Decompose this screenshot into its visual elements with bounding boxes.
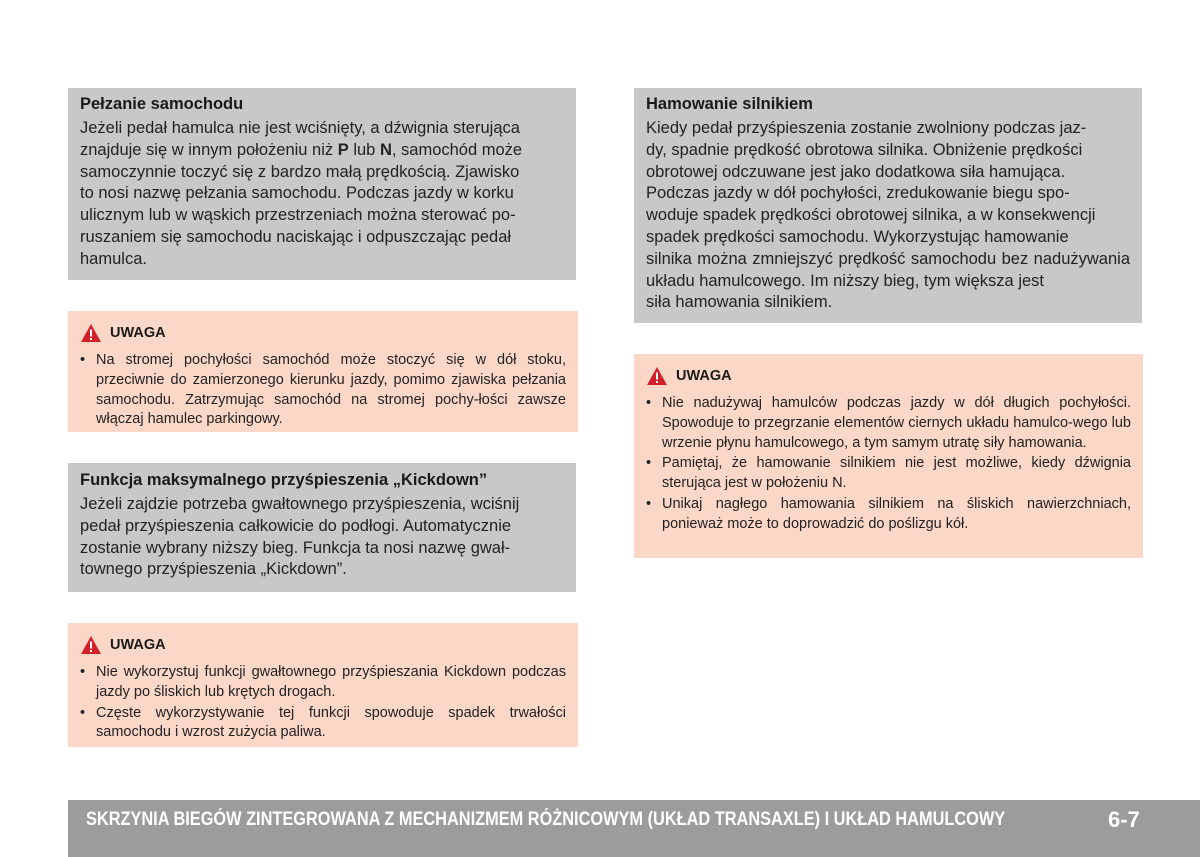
- section-title: Funkcja maksymalnego przyśpieszenia „Kickdown”: [80, 471, 488, 489]
- section-title: Pełzanie samochodu: [80, 95, 244, 113]
- warning-item: • Nie wykorzystuj funkcji gwałtownego przyśpieszania Kickdown podczas jazdy po śliskich lub krętych drogach.: [80, 663, 566, 703]
- text-line: spadek prędkości samochodu. Wykorzystując hamowanie: [646, 227, 1069, 246]
- text-line: obrotowej odczuwane jest jako dodatkowa siła hamująca.: [646, 162, 1066, 181]
- text-line: pedał przyśpieszenia całkowicie do podłogi. Automatycznie: [80, 516, 512, 535]
- text-line: siła hamowania silnikiem.: [646, 293, 833, 312]
- warning-item: • Na stromej pochyłości samochód może stoczyć się w dół stoku, przeciwnie do zamierzonego kierunku jazdy, pomimo zjawiska pełzania samochodu. Zatrzymując samochód na stromej pochy-łości zawsze włączaj hamulec parkingowy.: [80, 351, 566, 430]
- text-line: woduje spadek prędkości obrotowej silnika, a w konsekwencji: [646, 206, 1096, 225]
- text-line: Jeżeli zajdzie potrzeba gwałtownego przyśpieszenia, wciśnij: [80, 495, 520, 513]
- warning-item: • Unikaj nagłego hamowania silnikiem na śliskich nawierzchniach, ponieważ może to doprowadzić do poślizgu kół.: [646, 495, 1131, 535]
- text-line: ruszaniem się samochodu naciskając i odpuszczając pedał: [80, 227, 512, 246]
- text-line: Jeżeli pedał hamulca nie jest wciśnięty, a dźwignia sterująca: [80, 119, 520, 137]
- warning-header: [646, 362, 1131, 390]
- chapter-title: SKRZYNIA BIEGÓW ZINTEGROWANA Z MECHANIZMEM RÓŻNICOWYM (UKŁAD TRANSAXLE) I UKŁAD HAMULCOWY: [86, 809, 1006, 830]
- warning-list: [80, 663, 566, 743]
- text-line: silnika można zmniejszyć prędkość samochodu bez nadużywania układu hamulcowego. Im niższy bieg, tym większa jest: [646, 249, 1130, 290]
- text-line: samoczynnie toczyć się z bardzo małą prędkością. Zjawisko: [80, 162, 520, 181]
- warning-item: • Częste wykorzystywanie tej funkcji spowoduje spadek trwałości samochodu i wzrost zużycia paliwa.: [80, 704, 566, 744]
- text-line: hamulca.: [80, 249, 147, 268]
- section-body: [80, 118, 564, 271]
- text-line: ulicznym lub w wąskich przestrzeniach można sterować po-: [80, 206, 516, 225]
- warning-header: [80, 319, 566, 347]
- warning-box-creeping: [68, 311, 578, 432]
- section-body: [646, 118, 1130, 314]
- section-engine-braking: [634, 88, 1142, 323]
- warning-triangle-icon: [80, 323, 102, 343]
- page-footer: [68, 800, 1200, 857]
- section-kickdown: [68, 463, 576, 592]
- page-number: 6-7: [1108, 807, 1140, 832]
- warning-list: [646, 394, 1131, 535]
- warning-triangle-icon: [646, 366, 668, 386]
- text-line: Podczas jazdy w dół pochyłości, zredukowanie biegu spo-: [646, 184, 1070, 203]
- warning-box-kickdown: [68, 623, 578, 747]
- text-line: Kiedy pedał przyśpieszenia zostanie zwolniony podczas jaz-: [646, 119, 1087, 137]
- section-body: [80, 494, 564, 581]
- warning-title: UWAGA: [110, 325, 166, 341]
- text-line: townego przyśpieszenia „Kickdown”.: [80, 560, 347, 579]
- text-line: to nosi nazwę pełzania samochodu. Podczas jazdy w korku: [80, 184, 514, 203]
- warning-box-engine-braking: [634, 354, 1143, 558]
- warning-title: UWAGA: [676, 368, 732, 384]
- warning-title: UWAGA: [110, 637, 166, 653]
- warning-item: • Pamiętaj, że hamowanie silnikiem nie jest możliwe, kiedy dźwignia sterująca jest w położeniu N.: [646, 454, 1131, 494]
- text-line: znajduje się w innym położeniu niż P lub N, samochód może: [80, 140, 523, 159]
- warning-triangle-icon: [80, 635, 102, 655]
- section-creeping: [68, 88, 576, 280]
- warning-list: [80, 351, 566, 430]
- warning-item: • Nie nadużywaj hamulców podczas jazdy w dół długich pochyłości. Spowoduje to przegrzanie elementów ciernych układu hamulco-wego lub wrzenie płynu hamulcowego, a tym samym utratę siły hamowania.: [646, 394, 1131, 453]
- section-title: Hamowanie silnikiem: [646, 95, 813, 113]
- text-line: zostanie wybrany niższy bieg. Funkcja ta nosi nazwę gwał-: [80, 538, 511, 557]
- warning-header: [80, 631, 566, 659]
- text-line: dy, spadnie prędkość obrotowa silnika. Obniżenie prędkości: [646, 140, 1083, 159]
